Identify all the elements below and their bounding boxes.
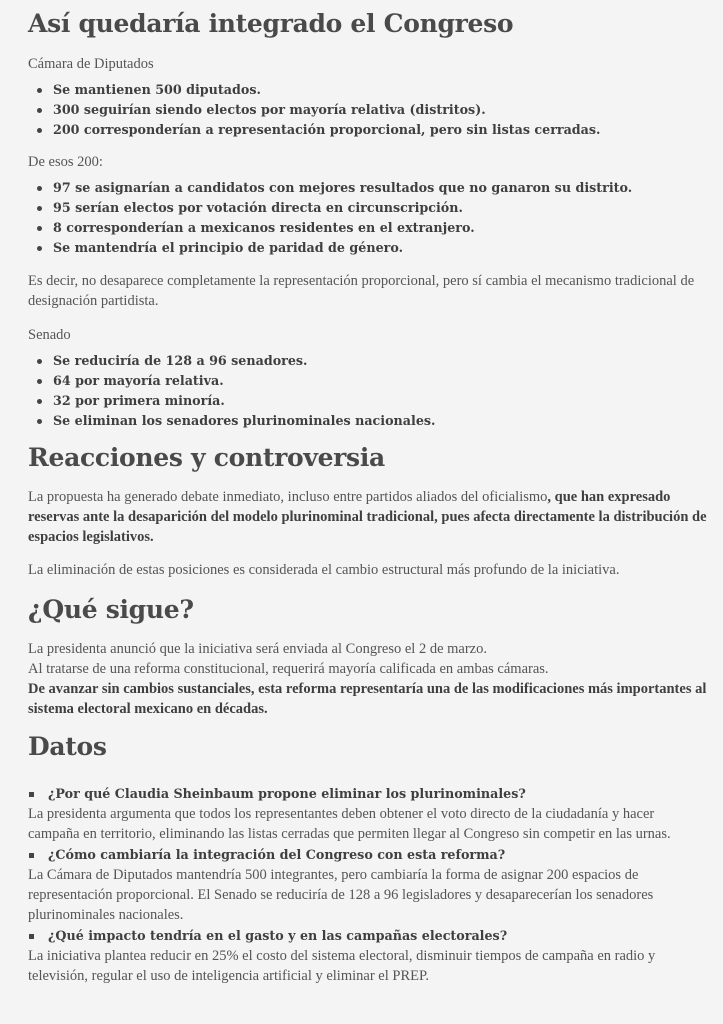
bullet-icon xyxy=(37,379,42,384)
faq-answer: La iniciativa plantea reducir en 25% el costo del sistema electoral, disminuir tiempos de campaña en radio y televisión, regular el uso de inteligencia artificial y eliminar el PREP. xyxy=(28,948,656,984)
congreso-heading: Así quedaría integrado el Congreso xyxy=(28,9,514,38)
que-sigue-line: Al tratarse de una reforma constitucional, requerirá mayoría calificada en ambas cámaras. xyxy=(28,661,549,677)
list-item: 8 corresponderían a mexicanos residentes en el extranjero. xyxy=(36,218,708,238)
faq-question: ¿Qué impacto tendría en el gasto y en las campañas electorales? xyxy=(28,926,708,946)
list-item: Se reduciría de 128 a 96 senadores. xyxy=(36,351,708,371)
datos-heading: Datos xyxy=(28,732,107,761)
que-sigue-block xyxy=(28,639,708,719)
reacciones-heading: Reacciones y controversia xyxy=(28,443,385,472)
bullet-icon xyxy=(37,108,42,113)
senado-list xyxy=(28,351,708,431)
de-esos-label: De esos 200: xyxy=(28,154,103,170)
bullet-icon xyxy=(37,88,42,93)
list-item: 97 se asignarían a candidatos con mejores resultados que no ganaron su distrito. xyxy=(36,178,708,198)
faq-question: ¿Por qué Claudia Sheinbaum propone eliminar los plurinominales? xyxy=(28,784,708,804)
list-item: 32 por primera minoría. xyxy=(36,391,708,411)
square-bullet-icon xyxy=(29,853,34,858)
list-item: Se eliminan los senadores plurinominales nacionales. xyxy=(36,411,708,431)
faq-question: ¿Cómo cambiaría la integración del Congreso con esta reforma? xyxy=(28,845,708,865)
bullet-icon xyxy=(37,128,42,133)
square-bullet-icon xyxy=(29,934,34,939)
list-item: 64 por mayoría relativa. xyxy=(36,371,708,391)
bullet-icon xyxy=(37,186,42,191)
que-sigue-heading: ¿Qué sigue? xyxy=(28,595,194,624)
reacciones-paragraph-2: La eliminación de estas posiciones es considerada el cambio estructural más profundo de la iniciativa. xyxy=(28,562,620,578)
bullet-icon xyxy=(37,419,42,424)
que-sigue-line: La presidenta anunció que la iniciativa será enviada al Congreso el 2 de marzo. xyxy=(28,641,487,657)
es-decir-paragraph: Es decir, no desaparece completamente la representación proporcional, pero sí cambia el mecanismo tradicional de designación partidista. xyxy=(28,273,695,309)
senado-label: Senado xyxy=(28,327,71,343)
bullet-icon xyxy=(37,226,42,231)
list-item: Se mantendría el principio de paridad de género. xyxy=(36,238,708,258)
faq-list xyxy=(28,784,708,986)
que-sigue-bold: De avanzar sin cambios sustanciales, esta reforma representaría una de las modificaciones más importantes al sistema electoral mexicano en décadas. xyxy=(28,681,707,717)
list-item: Se mantienen 500 diputados. xyxy=(36,80,708,100)
list-item: 200 corresponderían a representación proporcional, pero sin listas cerradas. xyxy=(36,120,708,140)
faq-answer: La presidenta argumenta que todos los representantes deben obtener el voto directo de la ciudadanía y hacer campaña en territorio, eliminando las listas cerradas que permiten llegar al Congreso sin competir en las urnas. xyxy=(28,806,671,842)
camara-list xyxy=(28,80,708,140)
de-esos-list xyxy=(28,178,708,258)
reacciones-paragraph: La propuesta ha generado debate inmediato, incluso entre partidos aliados del oficialismo, que han expresado reservas ante la desaparición del modelo plurinominal tradicional, pues afecta directamente la distribución de espacios legislativos. xyxy=(28,489,707,545)
list-item: 300 seguirían siendo electos por mayoría relativa (distritos). xyxy=(36,100,708,120)
list-item: 95 serían electos por votación directa en circunscripción. xyxy=(36,198,708,218)
bullet-icon xyxy=(37,246,42,251)
bullet-icon xyxy=(37,399,42,404)
article-body xyxy=(28,0,708,987)
square-bullet-icon xyxy=(29,792,34,797)
camara-label: Cámara de Diputados xyxy=(28,56,154,72)
bullet-icon xyxy=(37,359,42,364)
faq-answer: La Cámara de Diputados mantendría 500 integrantes, pero cambiaría la forma de asignar 200 espacios de representación proporcional. El Senado se reduciría de 128 a 96 legisladores y desaparecerían los senadores plurinominales nacionales. xyxy=(28,867,654,923)
bullet-icon xyxy=(37,206,42,211)
